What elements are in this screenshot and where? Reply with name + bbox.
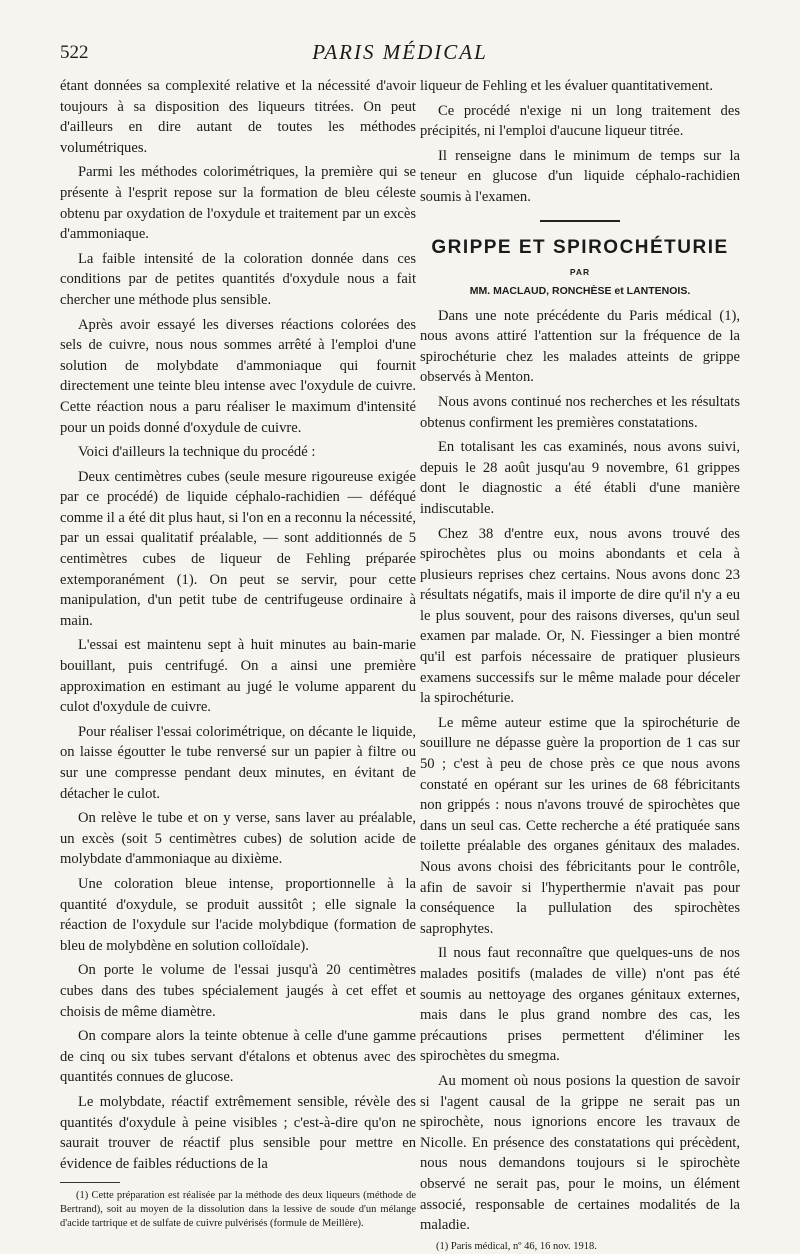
paragraph: étant données sa complexité relative et la nécessité d'avoir toujours à sa disposition des liqueurs titrées. On peut d'ailleurs en dire autant de toutes les méthodes volumétriques. <box>60 78 416 156</box>
paragraph: Chez 38 d'entre eux, nous avons trouvé des spirochètes plus ou moins abondants et cela à plusieurs reprises chez certains. Nous avons donc 23 résultats négatifs, mais il importe de dire qu'il n'y a eu le plus souvent, pour des raisons diverses, qu'un seul examen par malade. Or, N. Fiessinger a bien montré qu'il est parfois nécessaire de pratiquer plusieurs examens successifs sur le même malade pour déceler la spirochéturie. <box>420 525 740 707</box>
paragraph: liqueur de Fehling et les évaluer quantitativement. <box>420 78 714 94</box>
footnote-rule <box>60 1182 120 1183</box>
paragraph: Voici d'ailleurs la technique du procédé : <box>78 444 316 461</box>
paragraph: Ce procédé n'exige ni un long traitement des précipités, ni l'emploi d'aucune liqueur titrée. <box>420 102 740 140</box>
paragraph: Deux centimètres cubes (seule mesure rigoureuse exigée par ce procédé) de liquide céphalo-rachidien — déféqué comme il a été dit plus haut, si l'on en a reconnu la nécessité, par un essai qualitatif préalable, — sont additionnés de 5 centimètres cubes de liqueur de Fehling préparée extemporanément (1). On peut se servir, pour cette manipulation, d'un petit tube de centrifugeuse ordinaire à main. <box>60 468 416 629</box>
paragraph: L'essai est maintenu sept à huit minutes au bain-marie bouillant, puis centrifugé. On a ainsi une première approximation en estimant au jugé le volume apparent du culot d'oxydule de cuivre. <box>60 637 416 716</box>
right-column <box>420 76 740 1254</box>
page-number: 522 <box>60 42 89 63</box>
article-title: GRIPPE ET SPIROCHÉTURIE <box>431 236 729 258</box>
paragraph: Nous avons continué nos recherches et les résultats obtenus confirment les premières constatations. <box>420 393 740 431</box>
paragraph: Il nous faut reconnaître que quelques-uns de nos malades positifs (malades de ville) n'ont pas été soumis au nettoyage des organes génitaux externes, mais dans le plus grand nombre des cas, les précautions prises permettent d'éliminer les spirochètes du smegma. <box>420 945 740 1065</box>
paragraph: Pour réaliser l'essai colorimétrique, on décante le liquide, on laisse égoutter le tube renversé sur un papier à filtre ou sur une compresse pendant deux minutes, en évitant de détacher le culot. <box>60 723 416 802</box>
paragraph: La faible intensité de la coloration donnée dans ces conditions par de petites quantités d'oxydule nous a fait chercher une méthode plus sensible. <box>60 250 416 308</box>
paragraph: Une coloration bleue intense, proportionnelle à la quantité d'oxydule, se produit aussitôt ; elle signale la réaction de l'oxydule sur l'acide molybdique (formation de bleu de molybdène en solution colloïdale). <box>60 875 416 954</box>
paragraph: On compare alors la teinte obtenue à celle d'une gamme de cinq ou six tubes servant d'étalons et obtenus avec des quantités connues de glucose. <box>60 1028 416 1086</box>
paragraph: Dans une note précédente du Paris médical (1), nous avons attiré l'attention sur la fréquence de la spirochéturie chez les malades atteints de grippe observés à Menton. <box>420 307 740 386</box>
paragraph: Au moment où nous posions la question de savoir si l'agent causal de la grippe ne serait pas un spirochète, nous ignorions encore les travaux de Nicolle. En présence des constatations qui précèdent, nous nous demandons toujours si le spirochète observé ne serait pas, pour le moins, un élément associé, responsable de certaines modalités de la maladie. <box>420 1072 740 1234</box>
section-divider <box>540 220 620 222</box>
paragraph: Après avoir essayé les diverses réactions colorées des sels de cuivre, nous nous sommes arrêté à l'emploi d'une solution de molybdate d'ammoniaque qui fournit directement une teinte bleu intense avec l'oxydule de cuivre. Cette réaction nous a paru réaliser le maximum d'intensité pour un poids donné d'oxydule de cuivre. <box>60 316 416 436</box>
footnote: (1) Cette préparation est réalisée par la méthode des deux liqueurs (méthode de Bertrand), soit au moyen de la dissolution dans la lessive de soude d'un mélange d'acide tartrique et de sulfate de cuivre pulvérisés (formule de Meillère). <box>60 1190 416 1230</box>
paragraph: En totalisant les cas examinés, nous avons suivi, depuis le 28 août jusqu'au 9 novembre, 61 grippes dont le diagnostic a été établi d'une manière indiscutable. <box>420 439 740 517</box>
left-column <box>60 76 416 1231</box>
paragraph: Le molybdate, réactif extrêmement sensible, révèle des quantités d'oxydule à peine visibles ; c'est-à-dire qu'on ne saurait trouver de réactif plus sensible pour mettre en évidence de faibles réductions de la <box>60 1093 416 1172</box>
by-label: PAR <box>569 266 591 277</box>
running-title: PARIS MÉDICAL <box>312 40 488 64</box>
authors: MM. MACLAUD, RONCHÈSE et LANTENOIS. <box>469 284 691 297</box>
paragraph: Il renseigne dans le minimum de temps sur la teneur en glucose d'un liquide céphalo-rachidien soumis à l'examen. <box>420 147 740 205</box>
footnote: (1) Paris médical, nº 46, 16 nov. 1918. <box>436 1240 597 1252</box>
paragraph: Le même auteur estime que la spirochéturie de souillure ne dépasse guère la proportion de 1 cas sur 50 ; c'est à peu de chose près ce que nous avons constaté en opérant sur les urines de 68 fébricitants non grippés : nous n'avons trouvé de spirochètes que dans un seul cas. Cette recherche a été pratiquée sans toilette préalable des organes génitaux des malades. Nous avons choisi des fébricitants pour le contrôle, afin de savoir si l'hyperthermie n'avait pas pour conséquence la pullulation des spirochètes saprophytes. <box>420 714 740 937</box>
paragraph: Parmi les méthodes colorimétriques, la première qui se présente à l'esprit repose sur la formation de bleu céleste obtenu par oxydation de l'oxydule et traitement par un excès d'ammoniaque. <box>60 164 416 243</box>
paragraph: On relève le tube et on y verse, sans laver au préalable, un excès (soit 5 centimètres cubes) de solution acide de molybdate d'ammoniaque au dixième. <box>60 810 416 868</box>
paragraph: On porte le volume de l'essai jusqu'à 20 centimètres cubes dans des tubes spécialement jaugés à cet effet et choisis de même diamètre. <box>60 962 416 1020</box>
